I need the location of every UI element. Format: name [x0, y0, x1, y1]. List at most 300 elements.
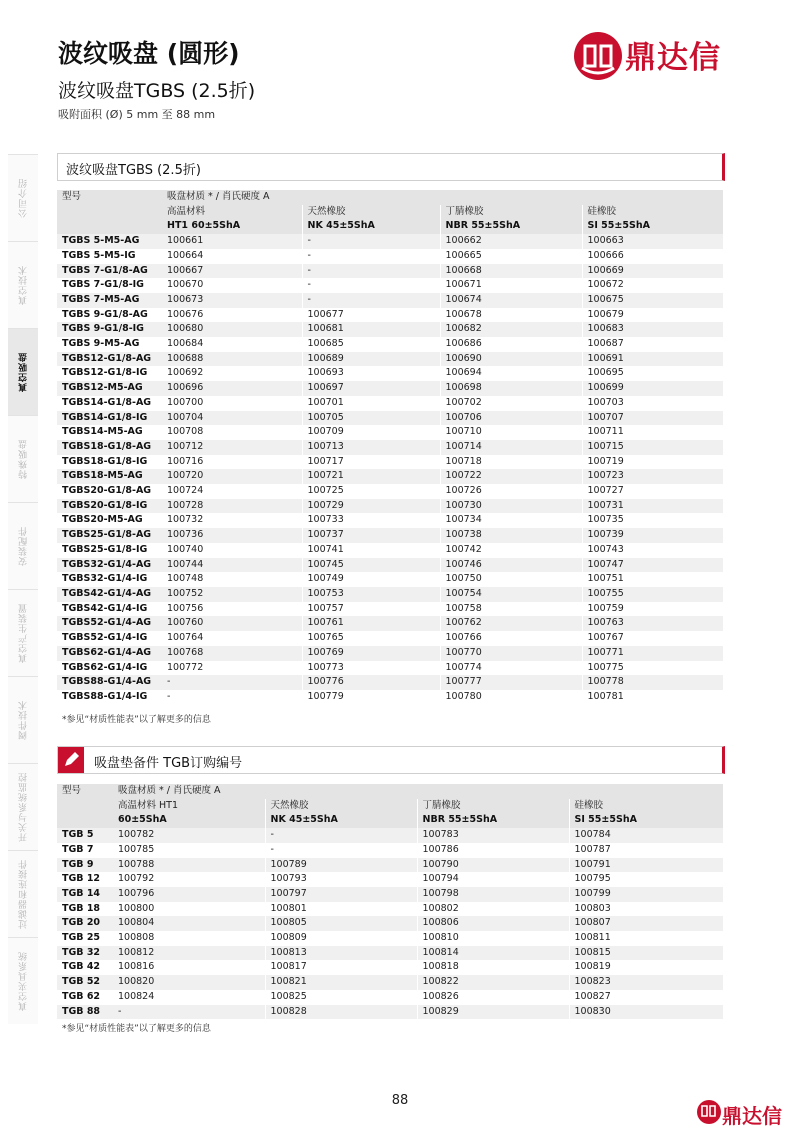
part-number-cell: 100822	[417, 975, 569, 990]
table-row	[57, 425, 723, 440]
part-number-cell: 100812	[113, 946, 265, 961]
part-number-cell: 100725	[302, 484, 440, 499]
part-number-cell: 100811	[569, 931, 723, 946]
part-number-cell: 100817	[265, 960, 417, 975]
part-number-cell: 100678	[440, 308, 582, 323]
part-number-cell: 100792	[113, 872, 265, 887]
model-cell: TGBS18-M5-AG	[57, 469, 162, 484]
part-number-cell: 100782	[113, 828, 265, 843]
part-number-cell: 100699	[582, 381, 723, 396]
part-number-cell: 100798	[417, 887, 569, 902]
model-cell: TGBS20-G1/8-IG	[57, 499, 162, 514]
part-number-cell: 100826	[417, 990, 569, 1005]
material-name: 天然橡胶	[302, 205, 440, 220]
model-cell: TGB 88	[57, 1005, 113, 1020]
side-tab-9[interactable]	[8, 937, 38, 1024]
table-row	[57, 249, 723, 264]
part-number-cell: 100794	[417, 872, 569, 887]
table-row	[57, 646, 723, 661]
model-cell: TGB 20	[57, 916, 113, 931]
part-number-cell: 100702	[440, 396, 582, 411]
part-number-cell: 100685	[302, 337, 440, 352]
side-tab-2[interactable]	[8, 328, 38, 415]
part-number-cell: 100778	[582, 675, 723, 690]
part-number-cell: 100721	[302, 469, 440, 484]
part-number-cell: 100689	[302, 352, 440, 367]
section-header-tgb	[57, 746, 725, 774]
model-cell: TGB 9	[57, 858, 113, 873]
side-tab-label: 真空夹具系统	[18, 951, 29, 1011]
part-number-cell: 100667	[162, 264, 302, 279]
part-number-cell: 100769	[302, 646, 440, 661]
table-row	[57, 975, 723, 990]
part-number-cell: 100750	[440, 572, 582, 587]
table-row	[57, 308, 723, 323]
model-cell: TGBS 9-G1/8-IG	[57, 322, 162, 337]
part-number-cell: 100760	[162, 616, 302, 631]
part-number-cell: 100808	[113, 931, 265, 946]
model-cell: TGBS18-G1/8-AG	[57, 440, 162, 455]
part-number-cell: 100663	[582, 234, 723, 249]
part-number-cell: 100757	[302, 602, 440, 617]
part-number-cell: 100751	[582, 572, 723, 587]
part-number-cell: 100786	[417, 843, 569, 858]
model-cell: TGB 14	[57, 887, 113, 902]
part-number-cell: -	[302, 278, 440, 293]
section-title: 吸盘垫备件 TGB订购编号	[94, 756, 243, 771]
part-number-cell: 100813	[265, 946, 417, 961]
side-tab-7[interactable]	[8, 763, 38, 850]
model-cell: TGBS42-G1/4-IG	[57, 602, 162, 617]
part-number-cell: 100795	[569, 872, 723, 887]
model-cell: TGB 5	[57, 828, 113, 843]
model-cell: TGBS18-G1/8-IG	[57, 455, 162, 470]
part-number-cell: 100754	[440, 587, 582, 602]
material-hardness: HT1 60±5ShA	[162, 219, 302, 234]
part-number-cell: 100823	[569, 975, 723, 990]
part-number-cell: 100679	[582, 308, 723, 323]
part-number-cell: -	[162, 690, 302, 705]
part-number-cell: 100764	[162, 631, 302, 646]
part-number-cell: 100781	[582, 690, 723, 705]
part-number-cell: 100688	[162, 352, 302, 367]
table-row	[57, 990, 723, 1005]
section-header-tgbs	[57, 153, 725, 181]
column-header-material: 吸盘材质 * / 肖氏硬度 A	[162, 190, 723, 205]
table-row	[57, 558, 723, 573]
part-number-cell: 100791	[569, 858, 723, 873]
part-number-cell: 100709	[302, 425, 440, 440]
part-number-cell: 100681	[302, 322, 440, 337]
material-name: 硅橡胶	[569, 799, 723, 814]
part-number-cell: 100807	[569, 916, 723, 931]
part-number-cell: 100801	[265, 902, 417, 917]
part-number-cell: 100722	[440, 469, 582, 484]
model-cell: TGBS14-G1/8-AG	[57, 396, 162, 411]
part-number-cell: 100810	[417, 931, 569, 946]
part-number-cell: 100714	[440, 440, 582, 455]
part-number-cell: 100737	[302, 528, 440, 543]
part-number-cell: 100719	[582, 455, 723, 470]
model-cell: TGBS62-G1/4-AG	[57, 646, 162, 661]
part-number-cell: 100666	[582, 249, 723, 264]
side-tab-0[interactable]	[8, 154, 38, 241]
part-number-cell: 100809	[265, 931, 417, 946]
part-number-cell: 100746	[440, 558, 582, 573]
table-row	[57, 872, 723, 887]
part-number-cell: 100802	[417, 902, 569, 917]
part-number-cell: 100828	[265, 1005, 417, 1020]
table-row	[57, 278, 723, 293]
part-number-cell: 100738	[440, 528, 582, 543]
part-number-cell: 100701	[302, 396, 440, 411]
model-cell: TGB 42	[57, 960, 113, 975]
part-number-cell: 100694	[440, 366, 582, 381]
part-number-cell: 100784	[569, 828, 723, 843]
part-number-cell: 100693	[302, 366, 440, 381]
table-row	[57, 543, 723, 558]
part-number-cell: 100771	[582, 646, 723, 661]
model-cell: TGBS32-G1/4-IG	[57, 572, 162, 587]
part-number-cell: 100793	[265, 872, 417, 887]
part-number-cell: 100680	[162, 322, 302, 337]
model-cell: TGBS 7-M5-AG	[57, 293, 162, 308]
table-row	[57, 828, 723, 843]
part-number-cell: 100672	[582, 278, 723, 293]
material-hardness: 60±5ShA	[113, 813, 265, 828]
part-number-cell: 100749	[302, 572, 440, 587]
part-number-cell: 100821	[265, 975, 417, 990]
part-number-cell: 100717	[302, 455, 440, 470]
part-number-cell: 100789	[265, 858, 417, 873]
model-cell: TGBS20-M5-AG	[57, 513, 162, 528]
side-tab-5[interactable]	[8, 589, 38, 676]
part-number-cell: 100772	[162, 661, 302, 676]
model-cell: TGB 18	[57, 902, 113, 917]
column-header-material: 吸盘材质 * / 肖氏硬度 A	[113, 784, 723, 799]
part-number-cell: 100726	[440, 484, 582, 499]
side-tab-label: 公司介绍	[18, 178, 29, 218]
part-number-cell: 100705	[302, 411, 440, 426]
model-cell: TGB 12	[57, 872, 113, 887]
table-row	[57, 675, 723, 690]
part-number-cell: 100800	[113, 902, 265, 917]
part-number-cell: 100683	[582, 322, 723, 337]
part-number-cell: 100673	[162, 293, 302, 308]
table-row	[57, 337, 723, 352]
table-row	[57, 440, 723, 455]
part-number-cell: 100788	[113, 858, 265, 873]
part-number-cell: 100716	[162, 455, 302, 470]
part-number-cell: 100748	[162, 572, 302, 587]
side-tab-label: 特殊吸盘	[18, 439, 29, 479]
material-name: 硅橡胶	[582, 205, 723, 220]
part-number-cell: 100661	[162, 234, 302, 249]
material-name: 丁腈橡胶	[440, 205, 582, 220]
model-cell: TGBS32-G1/4-AG	[57, 558, 162, 573]
part-number-cell: 100697	[302, 381, 440, 396]
model-cell: TGBS52-G1/4-AG	[57, 616, 162, 631]
part-number-cell: 100675	[582, 293, 723, 308]
side-tab-6[interactable]	[8, 676, 38, 763]
part-number-cell: 100668	[440, 264, 582, 279]
part-number-cell: 100708	[162, 425, 302, 440]
part-number-cell: 100741	[302, 543, 440, 558]
part-number-cell: 100806	[417, 916, 569, 931]
table-row	[57, 690, 723, 705]
page-number: 88	[391, 1093, 409, 1108]
side-tab-label: 真空技术	[18, 265, 29, 305]
part-number-cell: 100700	[162, 396, 302, 411]
part-number-cell: 100684	[162, 337, 302, 352]
part-number-cell: 100669	[582, 264, 723, 279]
part-number-cell: 100698	[440, 381, 582, 396]
part-number-cell: 100762	[440, 616, 582, 631]
model-cell: TGBS12-G1/8-AG	[57, 352, 162, 367]
model-cell: TGBS 5-M5-IG	[57, 249, 162, 264]
table-row	[57, 513, 723, 528]
material-hardness: SI 55±5ShA	[569, 813, 723, 828]
part-number-cell: 100825	[265, 990, 417, 1005]
model-cell: TGBS 7-G1/8-IG	[57, 278, 162, 293]
part-number-cell: -	[302, 264, 440, 279]
model-cell: TGBS 7-G1/8-AG	[57, 264, 162, 279]
part-number-cell: -	[162, 675, 302, 690]
part-number-cell: 100734	[440, 513, 582, 528]
table-row	[57, 616, 723, 631]
side-tab-1[interactable]	[8, 241, 38, 328]
part-number-cell: 100745	[302, 558, 440, 573]
table-row	[57, 946, 723, 961]
part-number-cell: 100670	[162, 278, 302, 293]
part-number-cell: 100695	[582, 366, 723, 381]
part-number-cell: 100743	[582, 543, 723, 558]
part-number-cell: 100676	[162, 308, 302, 323]
part-number-cell: 100827	[569, 990, 723, 1005]
part-number-cell: 100816	[113, 960, 265, 975]
tgbs-table	[57, 190, 723, 705]
table-row	[57, 469, 723, 484]
part-number-cell: -	[302, 249, 440, 264]
table-row	[57, 366, 723, 381]
part-number-cell: -	[302, 234, 440, 249]
model-cell: TGBS 9-G1/8-AG	[57, 308, 162, 323]
part-number-cell: 100776	[302, 675, 440, 690]
part-number-cell: 100739	[582, 528, 723, 543]
part-number-cell: 100728	[162, 499, 302, 514]
part-number-cell: 100755	[582, 587, 723, 602]
part-number-cell: 100761	[302, 616, 440, 631]
part-number-cell: 100758	[440, 602, 582, 617]
table-row	[57, 528, 723, 543]
table-row	[57, 411, 723, 426]
table-row	[57, 322, 723, 337]
part-number-cell: 100763	[582, 616, 723, 631]
side-tab-4[interactable]	[8, 502, 38, 589]
part-number-cell: 100790	[417, 858, 569, 873]
part-number-cell: 100768	[162, 646, 302, 661]
material-hardness: NBR 55±5ShA	[440, 219, 582, 234]
part-number-cell: 100803	[569, 902, 723, 917]
part-number-cell: 100736	[162, 528, 302, 543]
table-row	[57, 234, 723, 249]
part-number-cell: 100830	[569, 1005, 723, 1020]
material-name: 高温材料 HT1	[113, 799, 265, 814]
part-number-cell: 100804	[113, 916, 265, 931]
part-number-cell: 100797	[265, 887, 417, 902]
part-number-cell: 100718	[440, 455, 582, 470]
model-cell: TGB 52	[57, 975, 113, 990]
side-tab-label: 真空产生装置	[18, 603, 29, 663]
part-number-cell: 100729	[302, 499, 440, 514]
part-number-cell: -	[113, 1005, 265, 1020]
table-row	[57, 484, 723, 499]
part-number-cell: 100774	[440, 661, 582, 676]
model-cell: TGBS88-G1/4-IG	[57, 690, 162, 705]
part-number-cell: 100664	[162, 249, 302, 264]
side-tab-label: 安装配件	[18, 526, 29, 566]
part-number-cell: 100707	[582, 411, 723, 426]
part-number-cell: 100765	[302, 631, 440, 646]
part-number-cell: 100780	[440, 690, 582, 705]
model-cell: TGBS20-G1/8-AG	[57, 484, 162, 499]
side-tab-label: 过滤器和连接件	[18, 859, 29, 929]
part-number-cell: 100752	[162, 587, 302, 602]
table-row	[57, 396, 723, 411]
material-name: 高温材料	[162, 205, 302, 220]
model-cell: TGBS25-G1/8-IG	[57, 543, 162, 558]
part-number-cell: 100819	[569, 960, 723, 975]
part-number-cell: 100690	[440, 352, 582, 367]
part-number-cell: 100742	[440, 543, 582, 558]
part-number-cell: 100703	[582, 396, 723, 411]
part-number-cell: 100696	[162, 381, 302, 396]
table-row	[57, 499, 723, 514]
part-number-cell: 100735	[582, 513, 723, 528]
material-hardness: NBR 55±5ShA	[417, 813, 569, 828]
model-cell: TGBS 9-M5-AG	[57, 337, 162, 352]
part-number-cell: 100770	[440, 646, 582, 661]
model-cell: TGBS62-G1/4-IG	[57, 661, 162, 676]
table-row	[57, 455, 723, 470]
part-number-cell: 100723	[582, 469, 723, 484]
part-number-cell: 100785	[113, 843, 265, 858]
table-row	[57, 902, 723, 917]
part-number-cell: 100805	[265, 916, 417, 931]
model-cell: TGBS42-G1/4-AG	[57, 587, 162, 602]
side-navigation	[8, 154, 38, 1024]
part-number-cell: 100753	[302, 587, 440, 602]
material-name: 丁腈橡胶	[417, 799, 569, 814]
part-number-cell: 100665	[440, 249, 582, 264]
model-cell: TGBS12-M5-AG	[57, 381, 162, 396]
part-number-cell: 100713	[302, 440, 440, 455]
table-row	[57, 381, 723, 396]
part-number-cell: 100815	[569, 946, 723, 961]
part-number-cell: 100779	[302, 690, 440, 705]
model-cell: TGBS12-G1/8-IG	[57, 366, 162, 381]
page-description: 吸附面积 (Ø) 5 mm 至 88 mm	[58, 108, 216, 121]
part-number-cell: 100674	[440, 293, 582, 308]
table-row	[57, 352, 723, 367]
part-number-cell: 100820	[113, 975, 265, 990]
part-number-cell: -	[265, 843, 417, 858]
part-number-cell: 100730	[440, 499, 582, 514]
model-cell: TGBS52-G1/4-IG	[57, 631, 162, 646]
part-number-cell: 100814	[417, 946, 569, 961]
side-tab-label: 开关与系统监控	[18, 772, 29, 842]
material-name: 天然橡胶	[265, 799, 417, 814]
part-number-cell: 100777	[440, 675, 582, 690]
table-row	[57, 602, 723, 617]
part-number-cell: 100727	[582, 484, 723, 499]
part-number-cell: 100787	[569, 843, 723, 858]
footnote: *参见“材质性能表”以了解更多的信息	[62, 1024, 211, 1034]
table-row	[57, 572, 723, 587]
part-number-cell: 100715	[582, 440, 723, 455]
part-number-cell: 100766	[440, 631, 582, 646]
table-row	[57, 1005, 723, 1020]
model-cell: TGBS14-M5-AG	[57, 425, 162, 440]
part-number-cell: 100732	[162, 513, 302, 528]
table-row	[57, 264, 723, 279]
part-number-cell: 100744	[162, 558, 302, 573]
part-number-cell: 100824	[113, 990, 265, 1005]
part-number-cell: -	[265, 828, 417, 843]
part-number-cell: 100767	[582, 631, 723, 646]
model-cell: TGB 62	[57, 990, 113, 1005]
footnote: *参见“材质性能表”以了解更多的信息	[62, 715, 211, 725]
model-cell: TGB 7	[57, 843, 113, 858]
part-number-cell: 100711	[582, 425, 723, 440]
part-number-cell: 100818	[417, 960, 569, 975]
pencil-icon	[58, 747, 84, 773]
part-number-cell: 100733	[302, 513, 440, 528]
part-number-cell: 100783	[417, 828, 569, 843]
part-number-cell: 100710	[440, 425, 582, 440]
part-number-cell: 100662	[440, 234, 582, 249]
part-number-cell: 100704	[162, 411, 302, 426]
section-title: 波纹吸盘TGBS (2.5折)	[66, 163, 201, 178]
part-number-cell: 100691	[582, 352, 723, 367]
table-row	[57, 587, 723, 602]
part-number-cell: 100706	[440, 411, 582, 426]
model-cell: TGBS25-G1/8-AG	[57, 528, 162, 543]
part-number-cell: 100692	[162, 366, 302, 381]
model-cell: TGB 25	[57, 931, 113, 946]
table-row	[57, 631, 723, 646]
part-number-cell: 100724	[162, 484, 302, 499]
side-tab-label: 阀件技术	[18, 700, 29, 740]
side-tab-8[interactable]	[8, 850, 38, 937]
model-cell: TGB 32	[57, 946, 113, 961]
page-subtitle: 波纹吸盘TGBS (2.5折)	[58, 80, 256, 102]
table-row	[57, 661, 723, 676]
table-row	[57, 293, 723, 308]
table-row	[57, 858, 723, 873]
part-number-cell: 100740	[162, 543, 302, 558]
column-header-model: 型号	[57, 190, 162, 205]
brand-name: 鼎达信	[625, 40, 721, 76]
material-hardness: NK 45±5ShA	[302, 219, 440, 234]
part-number-cell: 100773	[302, 661, 440, 676]
table-row	[57, 887, 723, 902]
material-hardness: NK 45±5ShA	[265, 813, 417, 828]
part-number-cell: 100677	[302, 308, 440, 323]
side-tab-3[interactable]	[8, 415, 38, 502]
part-number-cell: 100731	[582, 499, 723, 514]
material-hardness: SI 55±5ShA	[582, 219, 723, 234]
